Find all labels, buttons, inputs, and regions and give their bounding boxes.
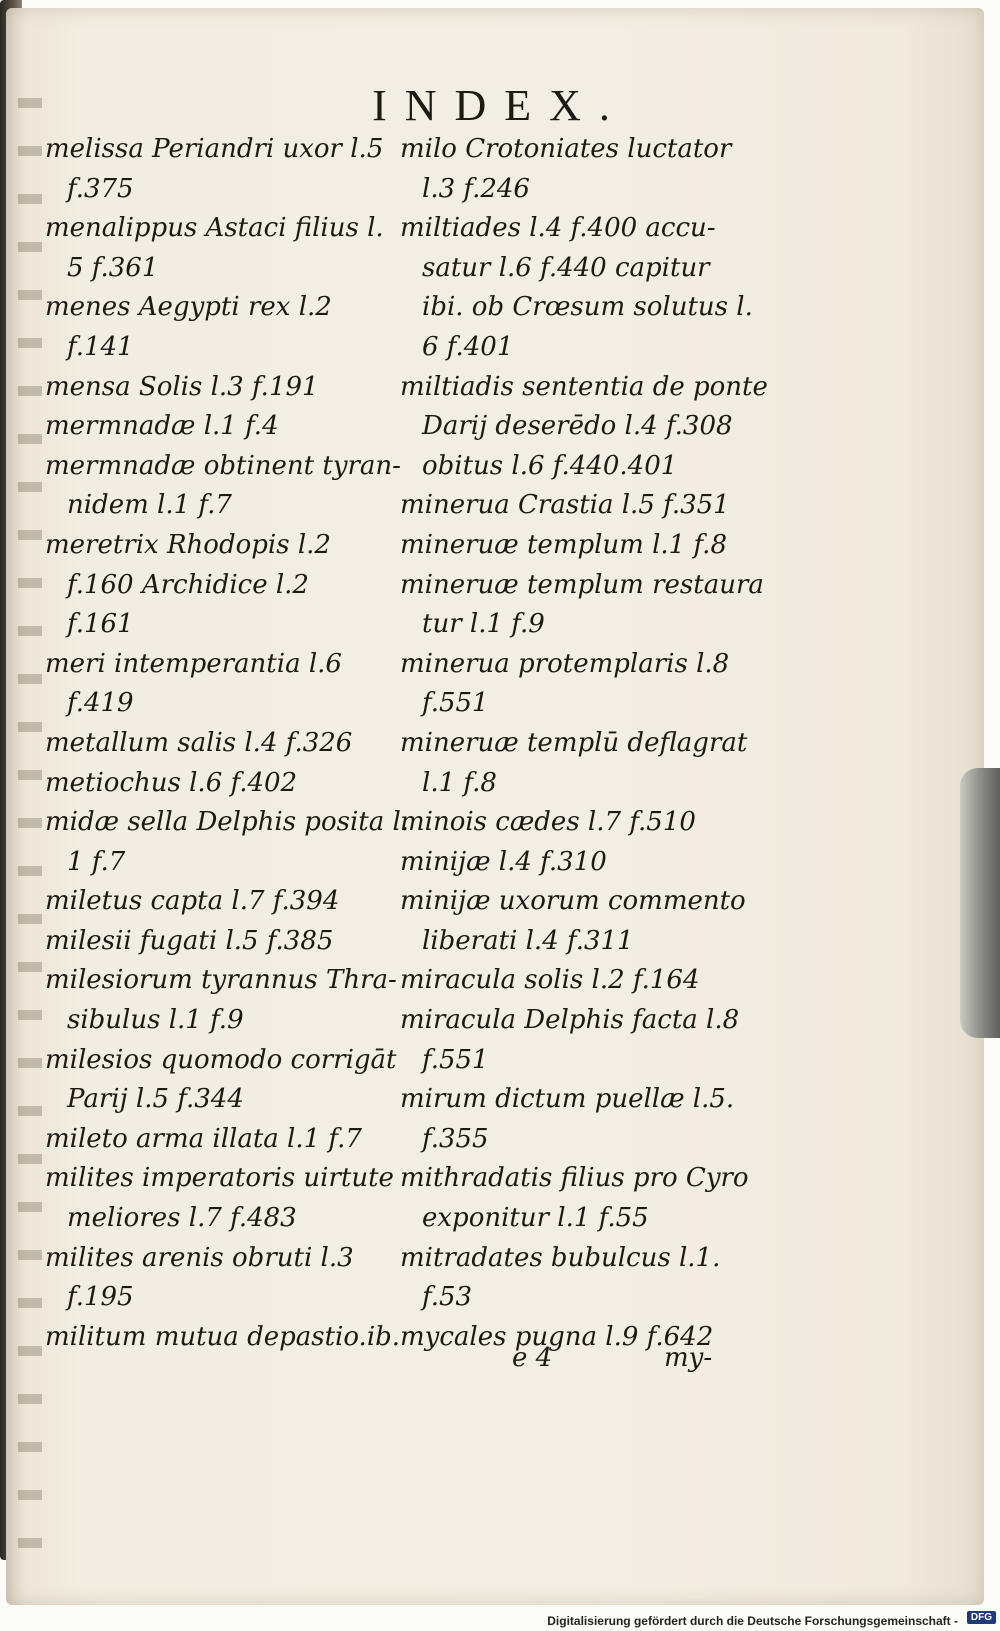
index-entry-line: minijæ l.4 f.310 <box>400 846 607 877</box>
index-entry-line: mycales pugna l.9 f.642 <box>400 1321 714 1352</box>
index-entry-line: sibulus l.1 f.9 <box>67 1005 244 1036</box>
index-entry-line: militum mutua depastio.ib. <box>45 1321 401 1352</box>
index-entry-line: mermnadæ obtinent tyran- <box>45 450 401 481</box>
index-column-left <box>45 130 410 1357</box>
signature-mark: e 4 <box>512 1343 553 1373</box>
index-entry-line: f.355 <box>422 1123 489 1154</box>
index-entry-line: nidem l.1 f.7 <box>67 490 232 521</box>
index-entry-line: f.419 <box>67 688 134 719</box>
index-entry-line: l.3 f.246 <box>422 173 530 204</box>
index-entry-line: f.551 <box>422 1044 489 1075</box>
index-entry-line: 6 f.401 <box>422 331 514 362</box>
index-entry-line: miracula Delphis facta l.8 <box>400 1005 740 1036</box>
index-entry-line: melissa Periandri uxor l.5 <box>45 134 384 164</box>
index-entry-line: metiochus l.6 f.402 <box>45 767 298 798</box>
index-entry-line: miletus capta l.7 f.394 <box>45 886 340 917</box>
index-entry-line: mileto arma illata l.1 f.7 <box>45 1123 362 1154</box>
index-entry-line: mithradatis filius pro Cyro <box>400 1163 749 1194</box>
page-title: INDEX. <box>372 81 628 130</box>
index-entry-line: milesios quomodo corrigāt <box>45 1044 397 1075</box>
index-entry-line: f.161 <box>67 609 134 640</box>
index-entry-line: f.53 <box>422 1282 473 1313</box>
index-entry-line: exponitur l.1 f.55 <box>422 1203 649 1234</box>
index-entry-line: mitradates bubulcus l.1. <box>400 1242 721 1273</box>
index-entry-line: ibi. ob Crœsum solutus l. <box>422 292 753 323</box>
index-entry-line: menes Aegypti rex l.2 <box>45 292 332 323</box>
index-entry-line: liberati l.4 f.311 <box>422 925 634 956</box>
index-entry-line: Darij deserēdo l.4 f.308 <box>422 411 733 442</box>
digitization-credit: Digitalisierung gefördert durch die Deutsche Forschungsgemeinschaft - <box>547 1614 958 1628</box>
index-entry-line: menalippus Astaci filius l. <box>45 213 384 244</box>
index-entry-line: meri intemperantia l.6 <box>45 648 342 679</box>
index-entry-line: obitus l.6 f.440.401 <box>422 450 678 481</box>
dfg-logo: DFG <box>967 1611 996 1624</box>
index-entry-line: midæ sella Delphis posita l. <box>45 807 410 838</box>
index-entry-line: milo Crotoniates luctator <box>400 134 732 164</box>
index-entry-line: meretrix Rhodopis l.2 <box>45 529 331 560</box>
index-entry-line: 1 f.7 <box>67 846 126 877</box>
index-entry-line: mineruæ templū deflagrat <box>400 727 748 758</box>
index-entry-line: tur l.1 f.9 <box>422 609 545 640</box>
index-entry-line: f.160 Archidice l.2 <box>67 569 309 600</box>
index-column-right <box>400 130 768 1357</box>
index-entry-line: milesii fugati l.5 f.385 <box>45 925 334 956</box>
index-entry-line: minerua protemplaris l.8 <box>400 648 730 679</box>
page-clip-tab <box>960 768 1000 1038</box>
index-entry-line: minois cædes l.7 f.510 <box>400 807 696 838</box>
index-entry-line: f.141 <box>67 331 134 362</box>
index-entry-line: miltiades l.4 f.400 accu- <box>400 213 716 244</box>
index-entry-line: minijæ uxorum commento <box>400 886 746 917</box>
index-entry-line: mineruæ templum restaura <box>400 569 764 600</box>
index-entry-line: milites imperatoris uirtute <box>45 1163 394 1194</box>
index-entry-line: Parij l.5 f.344 <box>67 1084 244 1115</box>
index-entry-line: miltiadis sententia de ponte <box>400 371 768 402</box>
index-entry-line: f.195 <box>67 1282 134 1313</box>
index-entry-line: milites arenis obruti l.3 <box>45 1242 354 1273</box>
facing-page-bleed <box>18 60 42 1560</box>
index-entry-line: miracula solis l.2 f.164 <box>400 965 700 996</box>
index-entry-line: metallum salis l.4 f.326 <box>45 727 353 758</box>
index-entry-line: 5 f.361 <box>67 252 159 283</box>
index-entry-line: mensa Solis l.3 f.191 <box>45 371 319 402</box>
index-entry-line: mineruæ templum l.1 f.8 <box>400 529 727 560</box>
index-entry-line: minerua Crastia l.5 f.351 <box>400 490 730 521</box>
index-entry-line: meliores l.7 f.483 <box>67 1203 297 1234</box>
index-entry-line: mermnadæ l.1 f.4 <box>45 411 279 442</box>
catchword: my- <box>664 1343 713 1373</box>
index-entry-line: f.551 <box>422 688 489 719</box>
index-entry-line: milesiorum tyrannus Thra- <box>45 965 397 996</box>
index-entry-line: mirum dictum puellæ l.5. <box>400 1084 735 1115</box>
index-entry-line: f.375 <box>67 173 134 204</box>
index-entry-line: satur l.6 f.440 capitur <box>422 252 710 283</box>
index-entry-line: l.1 f.8 <box>422 767 497 798</box>
